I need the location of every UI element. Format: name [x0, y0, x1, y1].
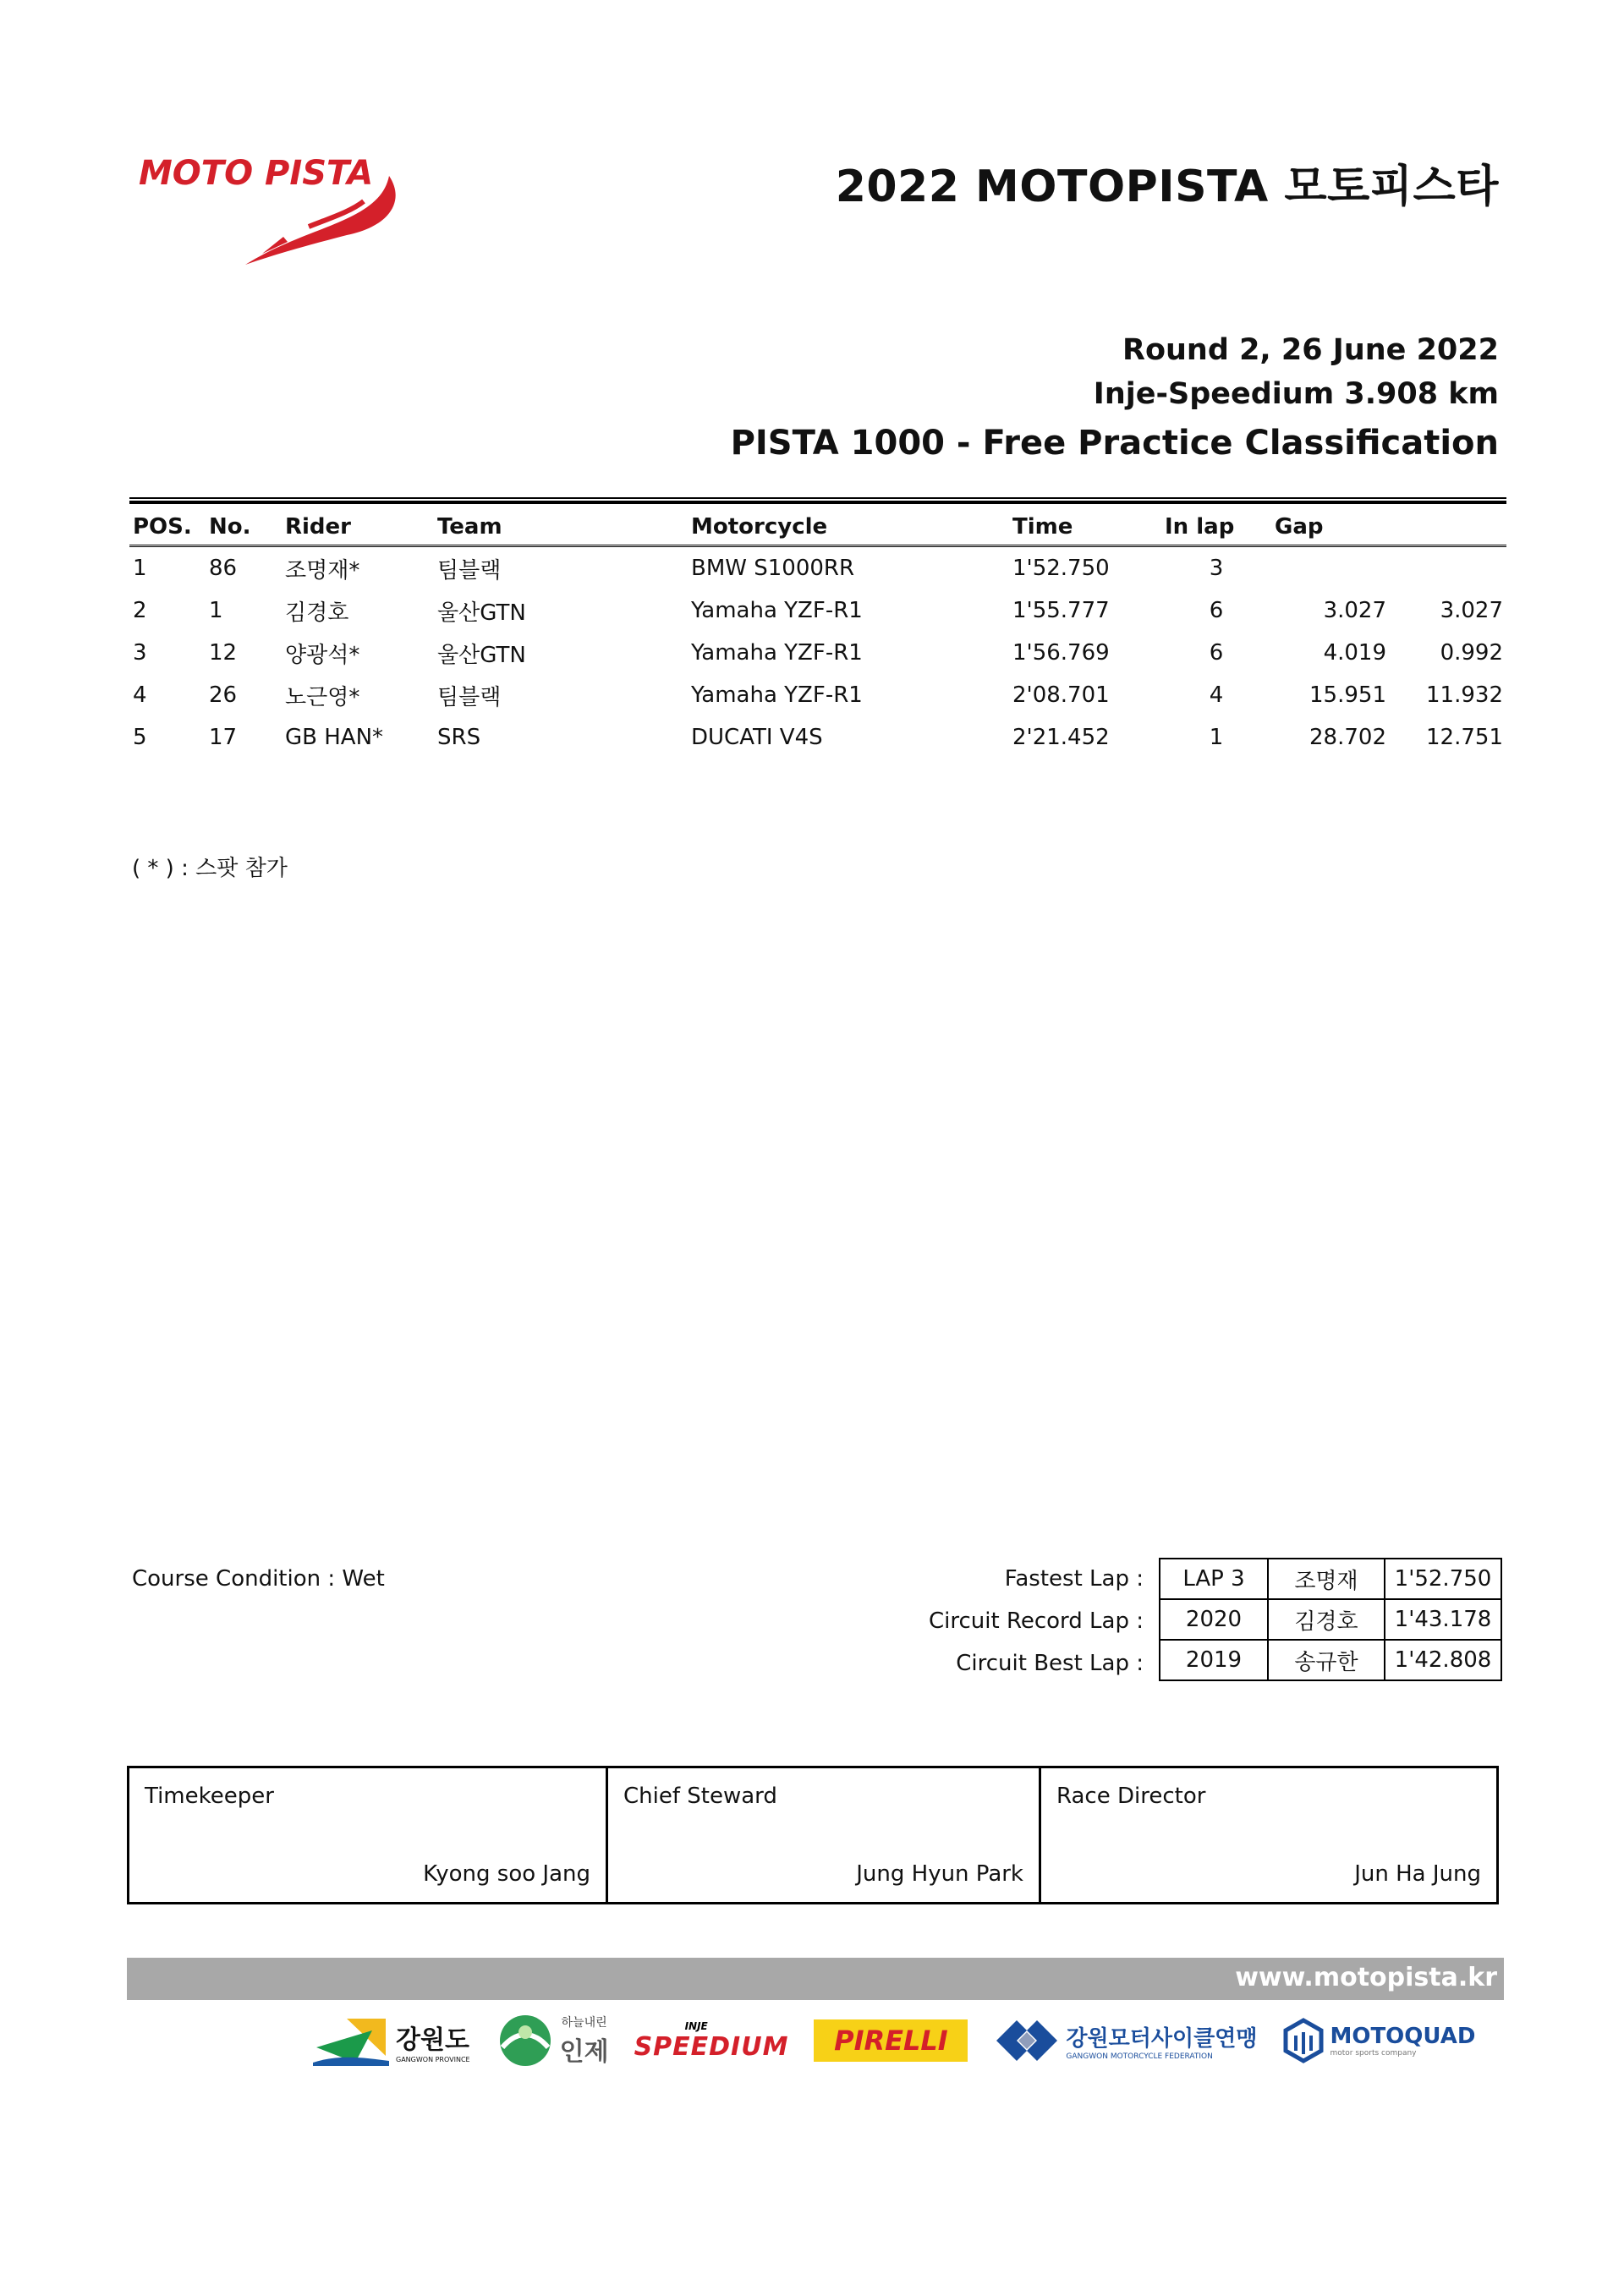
col-no: No.	[206, 502, 282, 546]
cell-motorcycle: DUCATI V4S	[691, 725, 823, 750]
role-label: Timekeeper	[145, 1784, 274, 1809]
cell-inlap: 3	[1209, 556, 1224, 581]
motopista-logo-graphic	[135, 142, 406, 269]
cell-pos: 2	[133, 598, 147, 623]
motoquad-subtext: motor sports company	[1330, 2049, 1417, 2058]
role-label: Race Director	[1056, 1784, 1206, 1809]
cell-motorcycle: Yamaha YZF-R1	[691, 682, 863, 708]
footnote: ( * ) : 스팟 참가	[132, 856, 288, 881]
motopista-logo	[135, 142, 406, 269]
cell-motorcycle: BMW S1000RR	[691, 556, 855, 581]
cell-time: 2'08.701	[1012, 682, 1110, 708]
person-name: Kyong soo Jang	[423, 1861, 590, 1887]
table-header-row	[129, 502, 1506, 546]
fastest-lap-row	[1160, 1559, 1501, 1599]
circuit-record-row	[1160, 1599, 1501, 1640]
person-name: Jung Hyun Park	[856, 1861, 1023, 1887]
gangwon-logo	[313, 2014, 470, 2068]
cell-pos: 5	[133, 725, 147, 750]
inje-small-text: 하늘내린	[561, 2016, 607, 2030]
speedium-logo	[634, 2020, 789, 2062]
cell-time: 2'21.452	[1012, 725, 1110, 750]
col-rider: Rider	[282, 502, 434, 546]
cell-no: 26	[209, 682, 238, 708]
timekeeper-cell	[129, 1768, 608, 1902]
gangwon-mark-icon	[313, 2014, 389, 2068]
venue: Inje-Speedium 3.908 km	[1093, 377, 1499, 411]
page-title: 2022 MOTOPISTA 모토피스타	[835, 162, 1499, 212]
cell-time: 1'55.777	[1012, 598, 1110, 623]
lap-labels	[929, 1558, 1144, 1685]
event-meta	[731, 328, 1499, 469]
cell-pos: 1	[133, 556, 147, 581]
col-inlap: In lap	[1161, 502, 1271, 546]
cell-team: 팀블랙	[437, 557, 502, 584]
cell-no: 12	[209, 640, 238, 666]
gangwon-subtext: GANGWON PROVINCE	[396, 2055, 470, 2063]
year-cell: 2019	[1160, 1640, 1268, 1680]
table-row	[129, 632, 1506, 674]
cell-gap-leader: 28.702	[1309, 725, 1386, 750]
col-time: Time	[1009, 502, 1161, 546]
cell-time: 1'56.769	[1012, 640, 1110, 666]
speedium-small-text: INJE	[684, 2019, 708, 2032]
col-pos: POS.	[129, 502, 206, 546]
cell-time: 1'52.750	[1012, 556, 1110, 581]
circuit-best-lap-label: Circuit Best Lap :	[956, 1651, 1144, 1676]
chief-steward-cell	[608, 1768, 1041, 1902]
motoquad-mark-icon	[1282, 2017, 1325, 2064]
federation-mark-icon	[993, 2015, 1061, 2066]
rider-cell: 조명재	[1268, 1559, 1385, 1599]
website-bar	[127, 1958, 1504, 2000]
time-cell: 1'52.750	[1385, 1559, 1501, 1599]
cell-no: 17	[209, 725, 238, 750]
lap-cell: LAP 3	[1160, 1559, 1268, 1599]
cell-gap-leader: 3.027	[1323, 598, 1386, 623]
cell-gap-prev: 3.027	[1440, 598, 1503, 623]
cell-team: SRS	[437, 725, 481, 750]
cell-inlap: 6	[1209, 598, 1224, 623]
cell-inlap: 4	[1209, 682, 1224, 708]
federation-logo	[993, 2015, 1257, 2066]
cell-team: 팀블랙	[437, 684, 502, 710]
cell-gap-prev: 0.992	[1440, 640, 1503, 666]
cell-motorcycle: Yamaha YZF-R1	[691, 640, 863, 666]
motoquad-text: MOTOQUAD	[1330, 2024, 1476, 2049]
cell-gap-leader	[1271, 546, 1390, 590]
course-condition: Course Condition : Wet	[132, 1566, 385, 1592]
cell-team: 울산GTN	[437, 600, 526, 626]
cell-inlap: 6	[1209, 640, 1224, 666]
time-cell: 1'43.178	[1385, 1599, 1501, 1640]
federation-text: 강원모터사이클연맹	[1066, 2025, 1258, 2052]
table-row	[129, 716, 1506, 759]
inje-logo	[496, 2014, 609, 2068]
fastest-lap-label: Fastest Lap :	[1004, 1566, 1144, 1592]
cell-rider: 조명재*	[285, 557, 360, 584]
person-name: Jun Ha Jung	[1354, 1861, 1481, 1887]
cell-gap-prev: 12.751	[1426, 725, 1503, 750]
col-gap: Gap	[1271, 502, 1506, 546]
role-label: Chief Steward	[623, 1784, 777, 1809]
inje-mark-icon	[496, 2014, 555, 2068]
cell-no: 86	[209, 556, 238, 581]
table-row	[129, 546, 1506, 590]
cell-pos: 4	[133, 682, 147, 708]
cell-rider: 양광석*	[285, 642, 360, 668]
federation-subtext: GANGWON MOTORCYCLE FEDERATION	[1066, 2052, 1213, 2061]
race-director-cell	[1041, 1768, 1496, 1902]
cell-gap-prev: 11.932	[1426, 682, 1503, 708]
logo-text: MOTO PISTA	[139, 154, 374, 193]
col-team: Team	[434, 502, 688, 546]
col-motorcycle: Motorcycle	[688, 502, 1009, 546]
cell-inlap: 1	[1209, 725, 1224, 750]
cell-motorcycle: Yamaha YZF-R1	[691, 598, 863, 623]
circuit-best-row	[1160, 1640, 1501, 1680]
time-cell: 1'42.808	[1385, 1640, 1501, 1680]
inje-text: 인제	[559, 2037, 609, 2067]
motoquad-logo	[1282, 2017, 1475, 2064]
cell-rider: 노근영*	[285, 684, 360, 710]
year-cell: 2020	[1160, 1599, 1268, 1640]
speedium-text: SPEEDIUM	[634, 2031, 789, 2062]
cell-gap-prev	[1390, 546, 1506, 590]
pirelli-logo	[814, 2019, 968, 2062]
rider-cell: 김경호	[1268, 1599, 1385, 1640]
table-row	[129, 674, 1506, 716]
sponsor-strip	[313, 2011, 1501, 2070]
cell-no: 1	[209, 598, 223, 623]
header-rule	[129, 497, 1506, 499]
signature-box	[127, 1766, 1499, 1904]
rider-cell: 송규한	[1268, 1640, 1385, 1680]
round-date: Round 2, 26 June 2022	[1122, 333, 1499, 367]
lap-records-table	[1159, 1558, 1502, 1681]
pirelli-text: PIRELLI	[834, 2025, 948, 2057]
cell-team: 울산GTN	[437, 642, 526, 668]
circuit-record-lap-label: Circuit Record Lap :	[929, 1608, 1144, 1634]
table-row	[129, 589, 1506, 632]
results-table	[129, 501, 1506, 759]
cell-gap-leader: 15.951	[1309, 682, 1386, 708]
cell-gap-leader: 4.019	[1323, 640, 1386, 666]
session-title: PISTA 1000 - Free Practice Classification	[730, 424, 1499, 463]
cell-rider: GB HAN*	[285, 725, 384, 750]
website-link[interactable]: www.motopista.kr	[1235, 1963, 1497, 1992]
cell-rider: 김경호	[285, 600, 349, 626]
gangwon-text: 강원도	[396, 2025, 469, 2055]
cell-pos: 3	[133, 640, 147, 666]
